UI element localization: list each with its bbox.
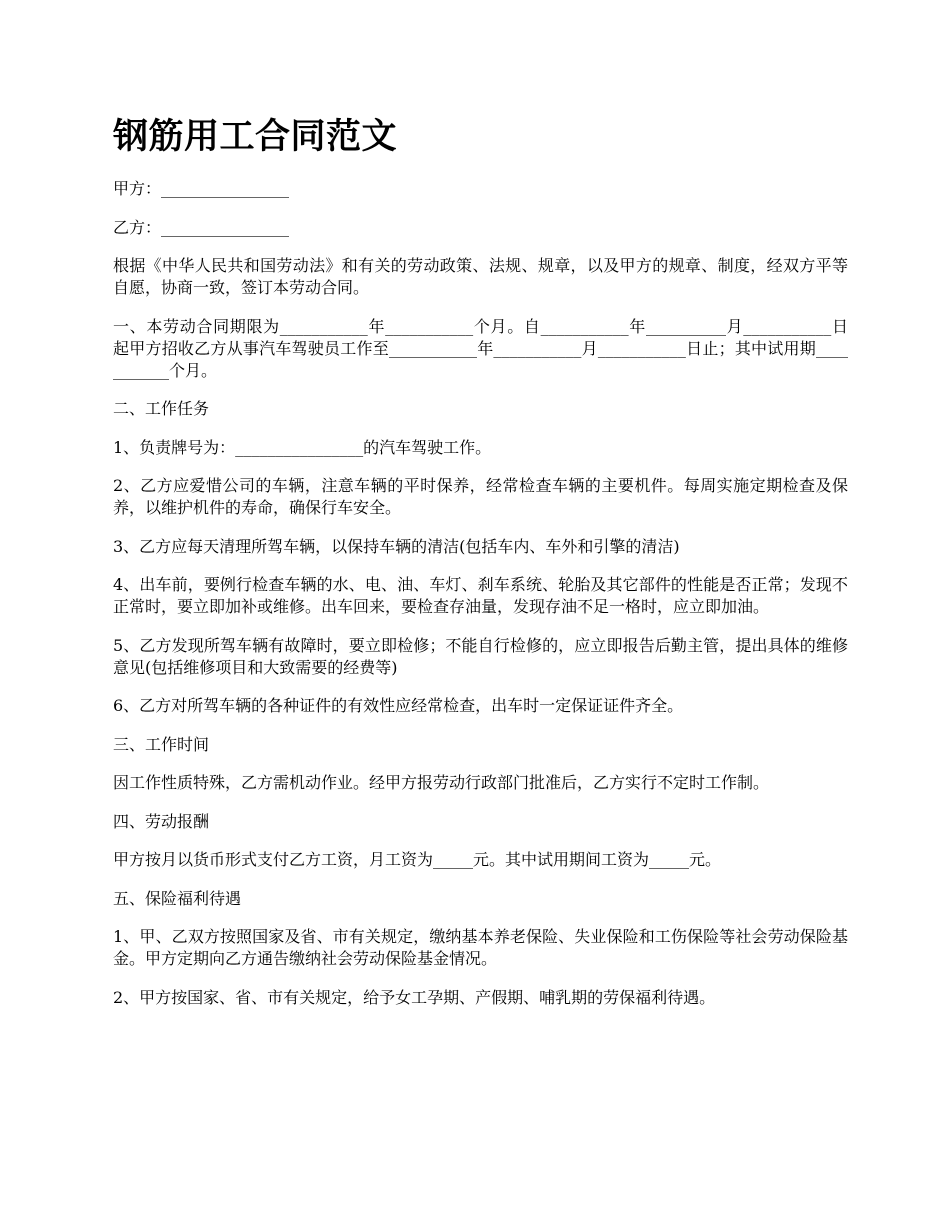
section-heading-hours: 三、工作时间 [113,734,210,754]
section-heading-pay: 四、劳动报酬 [113,811,210,831]
task-item-1: 1、负责牌号为：________________的汽车驾驶工作。 [113,437,492,457]
pay-paragraph: 甲方按月以货币形式支付乙方工资，月工资为_____元。其中试用期间工资为_____元。 [113,850,722,869]
task-item-2: 2、乙方应爱惜公司的车辆，注意车辆的平时保养，经常检查车辆的主要机件。每周实施定期检查及保养，以维护机件的寿命，确保行车安全。 [113,476,848,517]
hours-paragraph: 因工作性质特殊，乙方需机动作业。经甲方报劳动行政部门批准后，乙方实行不定时工作制。 [113,773,770,792]
document-body [113,178,848,1025]
benefits-item-2: 2、甲方按国家、省、市有关规定，给予女工孕期、产假期、哺乳期的劳保福利待遇。 [113,987,716,1007]
preamble-paragraph: 根据《中华人民共和国劳动法》和有关的劳动政策、法规、规章，以及甲方的规章、制度，经双方平等自愿，协商一致，签订本劳动合同。 [113,256,848,297]
task-item-6: 6、乙方对所驾车辆的各种证件的有效性应经常检查，出车时一定保证证件齐全。 [113,696,684,715]
party-a-line: 甲方：________________ [113,179,290,198]
party-b-line: 乙方：________________ [113,217,290,237]
section-heading-tasks: 二、工作任务 [113,399,210,418]
benefits-item-1: 1、甲、乙双方按照国家及省、市有关规定，缴纳基本养老保险、失业保险和工伤保险等社会劳动保险基金。甲方定期向乙方通告缴纳社会劳动保险基金情况。 [113,927,848,968]
section-heading-benefits: 五、保险福利待遇 [113,888,242,908]
document-title: 钢筋用工合同范文 [113,116,398,157]
task-item-3: 3、乙方应每天清理所驾车辆，以保持车辆的清洁(包括车内、车外和引擎的清洁) [113,536,680,556]
task-item-4: 4、出车前，要例行检查车辆的水、电、油、车灯、刹车系统、轮胎及其它部件的性能是否正常；发现不正常时，要立即加补或维修。出车回来，要检查存油量，发现存油不足一格时，应立即加油。 [113,575,848,616]
clause-term-paragraph: 一、本劳动合同期限为___________年___________个月。自___________年__________月___________日起甲方招收乙方从事汽车驾驶员工作至___________年___________月___________日止；其中试用期___________个月。 [113,316,848,380]
task-item-5: 5、乙方发现所驾车辆有故障时，要立即检修；不能自行检修的，应立即报告后勤主管，提出具体的维修意见(包括维修项目和大致需要的经费等) [113,635,848,677]
